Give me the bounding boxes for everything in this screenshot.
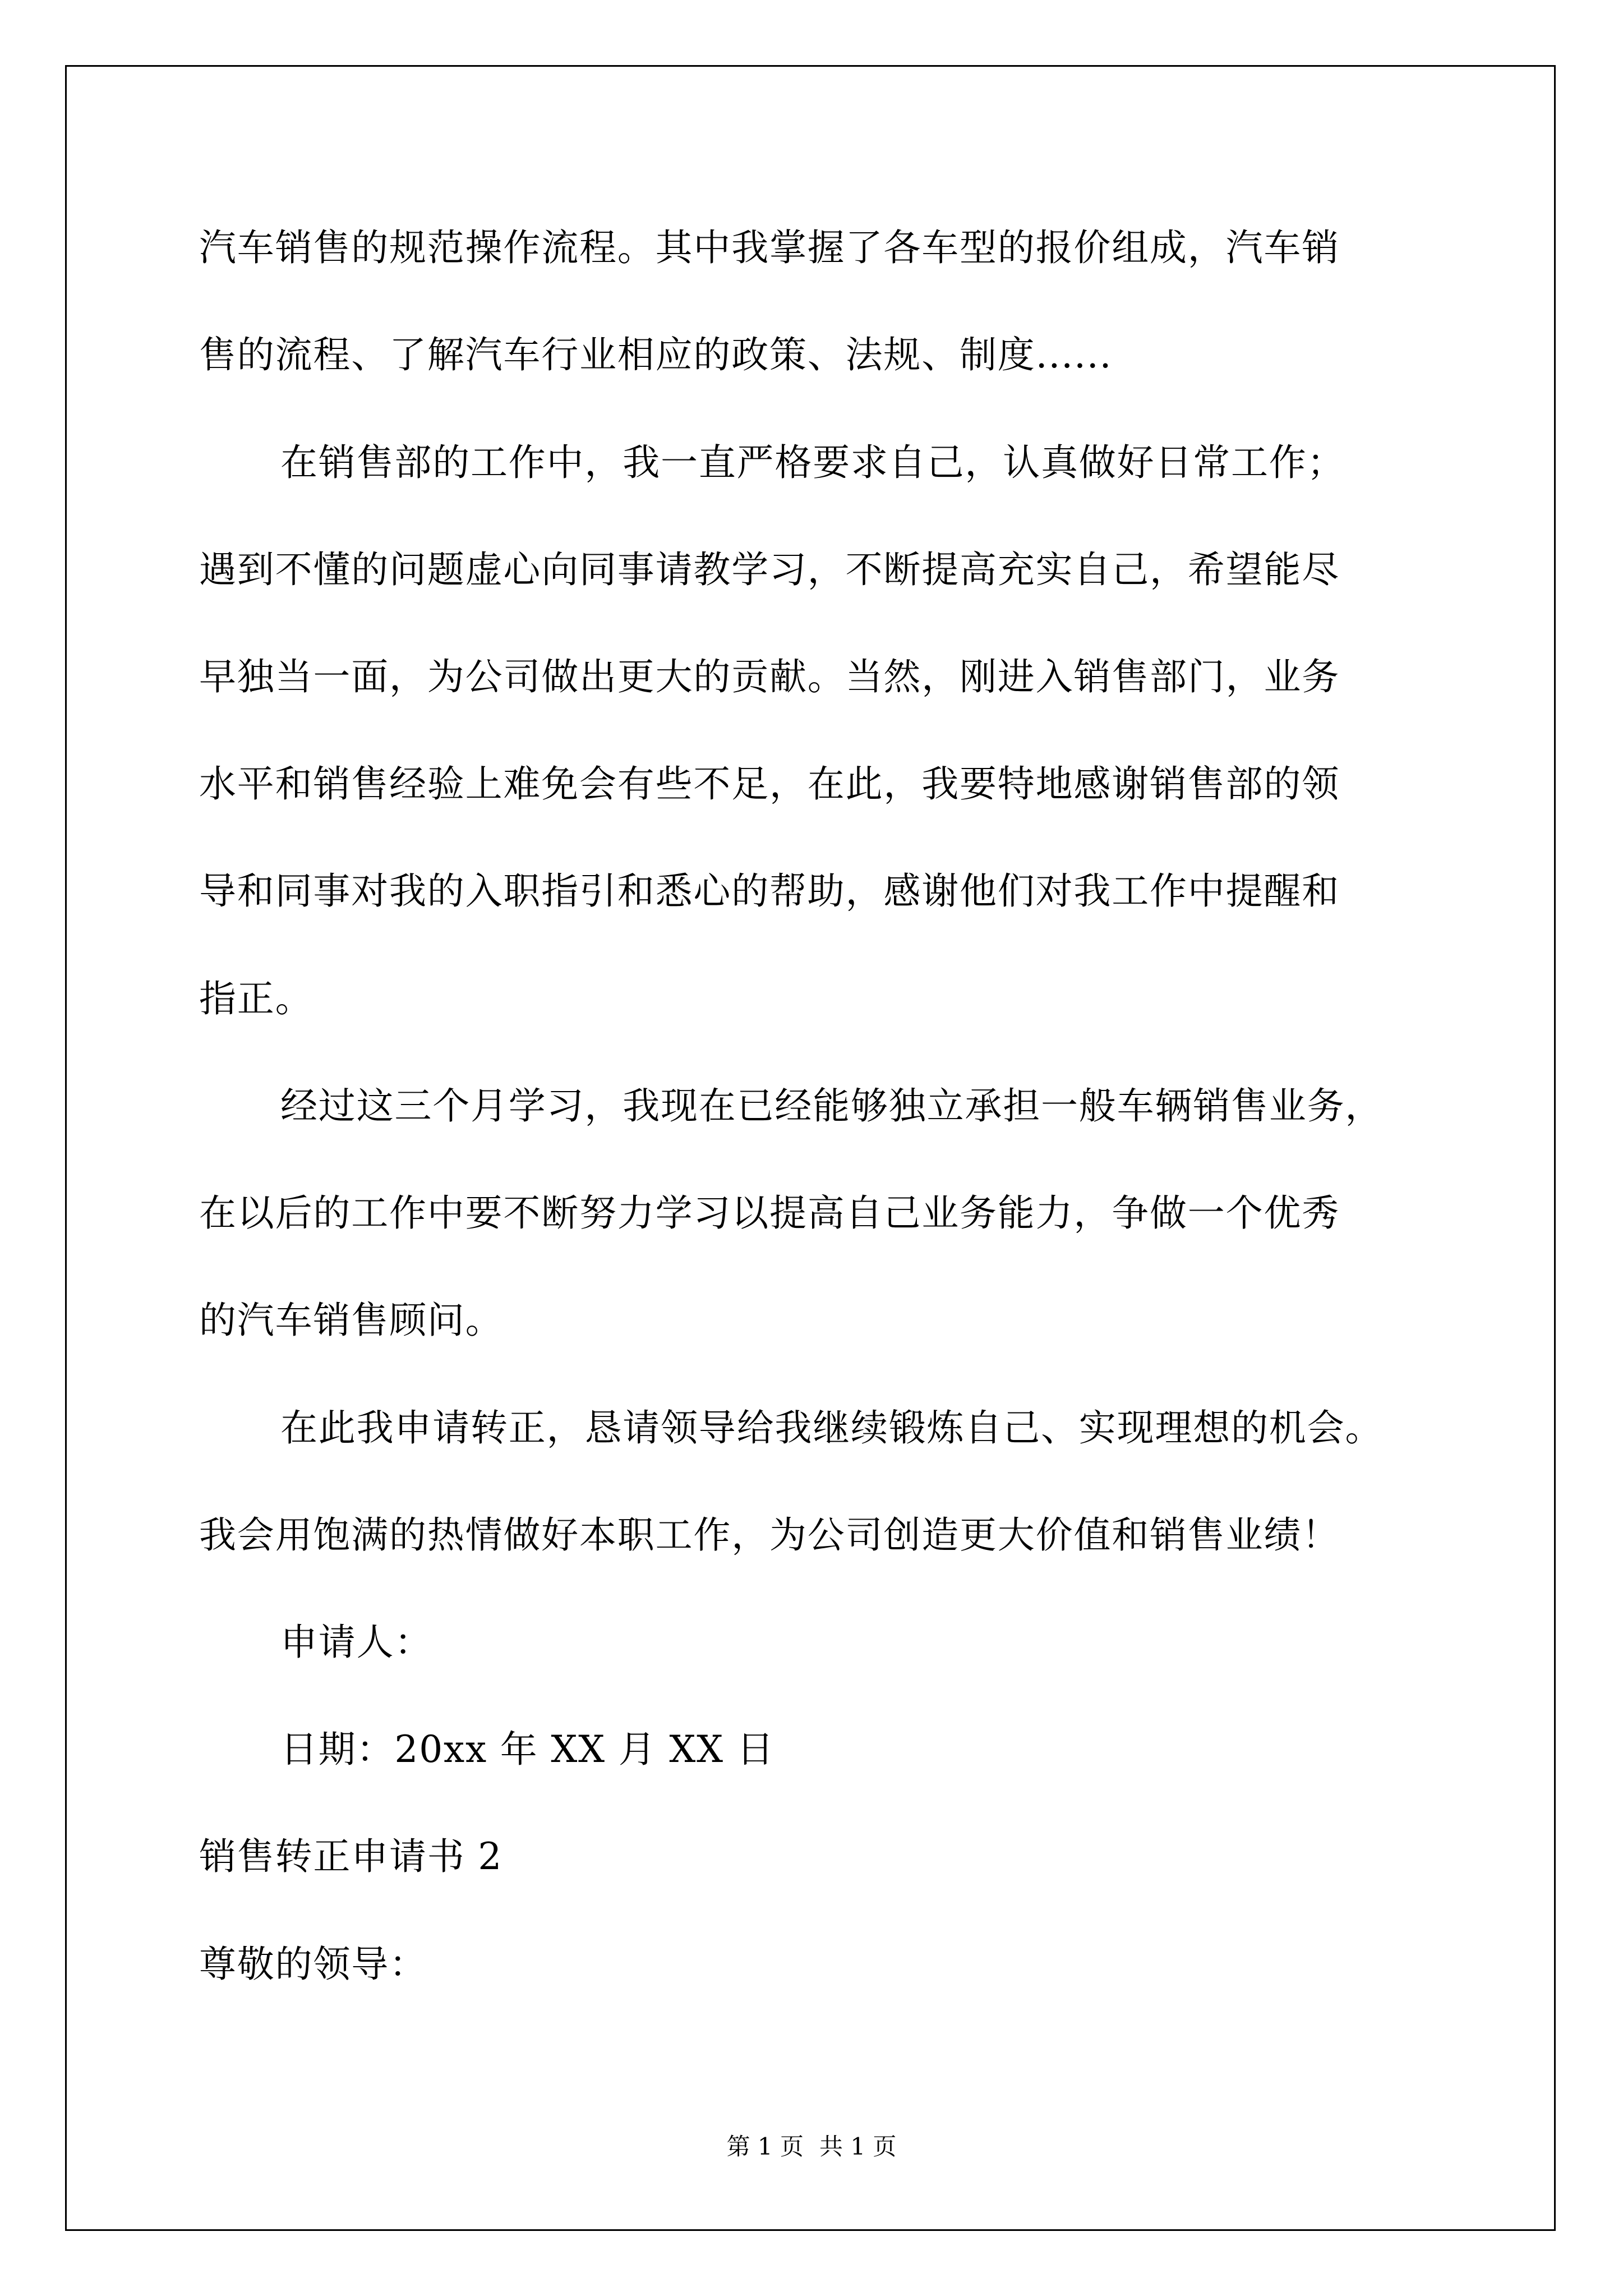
applicant-label: 申请人： <box>280 1621 433 1664</box>
body-line-1: 汽车销售的规范操作流程。其中我掌握了各车型的报价组成，汽车销 <box>199 226 1340 269</box>
body-line-12: 在此我申请转正，恳请领导给我继续锻炼自己、实现理想的机会。 <box>280 1406 1384 1450</box>
page-number: 第 1 页 <box>726 2133 804 2160</box>
body-line-3: 在销售部的工作中，我一直严格要求自己，认真做好日常工作； <box>280 441 1345 484</box>
body-line-11: 的汽车销售顾问。 <box>199 1299 504 1342</box>
salutation: 尊敬的领导： <box>199 1943 427 1986</box>
body-line-7: 导和同事对我的入职指引和悉心的帮助，感谢他们对我工作中提醒和 <box>199 869 1340 913</box>
page-footer <box>0 2135 1623 2159</box>
body-line-4: 遇到不懂的问题虚心向同事请教学习，不断提高充实自己，希望能尽 <box>199 548 1340 591</box>
body-line-6: 水平和销售经验上难免会有些不足，在此，我要特地感谢销售部的领 <box>199 762 1340 806</box>
date-line: 日期：20xx 年 XX 月 XX 日 <box>280 1728 775 1771</box>
body-line-9: 经过这三个月学习，我现在已经能够独立承担一般车辆销售业务， <box>280 1084 1384 1128</box>
body-line-13: 我会用饱满的热情做好本职工作，为公司创造更大价值和销售业绩！ <box>199 1513 1340 1557</box>
body-line-2: 售的流程、了解汽车行业相应的政策、法规、制度...... <box>199 333 1113 376</box>
body-line-10: 在以后的工作中要不断努力学习以提高自己业务能力，争做一个优秀 <box>199 1191 1340 1235</box>
section-heading: 销售转正申请书 2 <box>199 1835 503 1878</box>
page-total: 共 1 页 <box>819 2133 897 2160</box>
body-line-5: 早独当一面，为公司做出更大的贡献。当然，刚进入销售部门，业务 <box>199 655 1340 698</box>
body-line-8: 指正。 <box>199 977 313 1020</box>
page-border <box>65 65 1556 2231</box>
